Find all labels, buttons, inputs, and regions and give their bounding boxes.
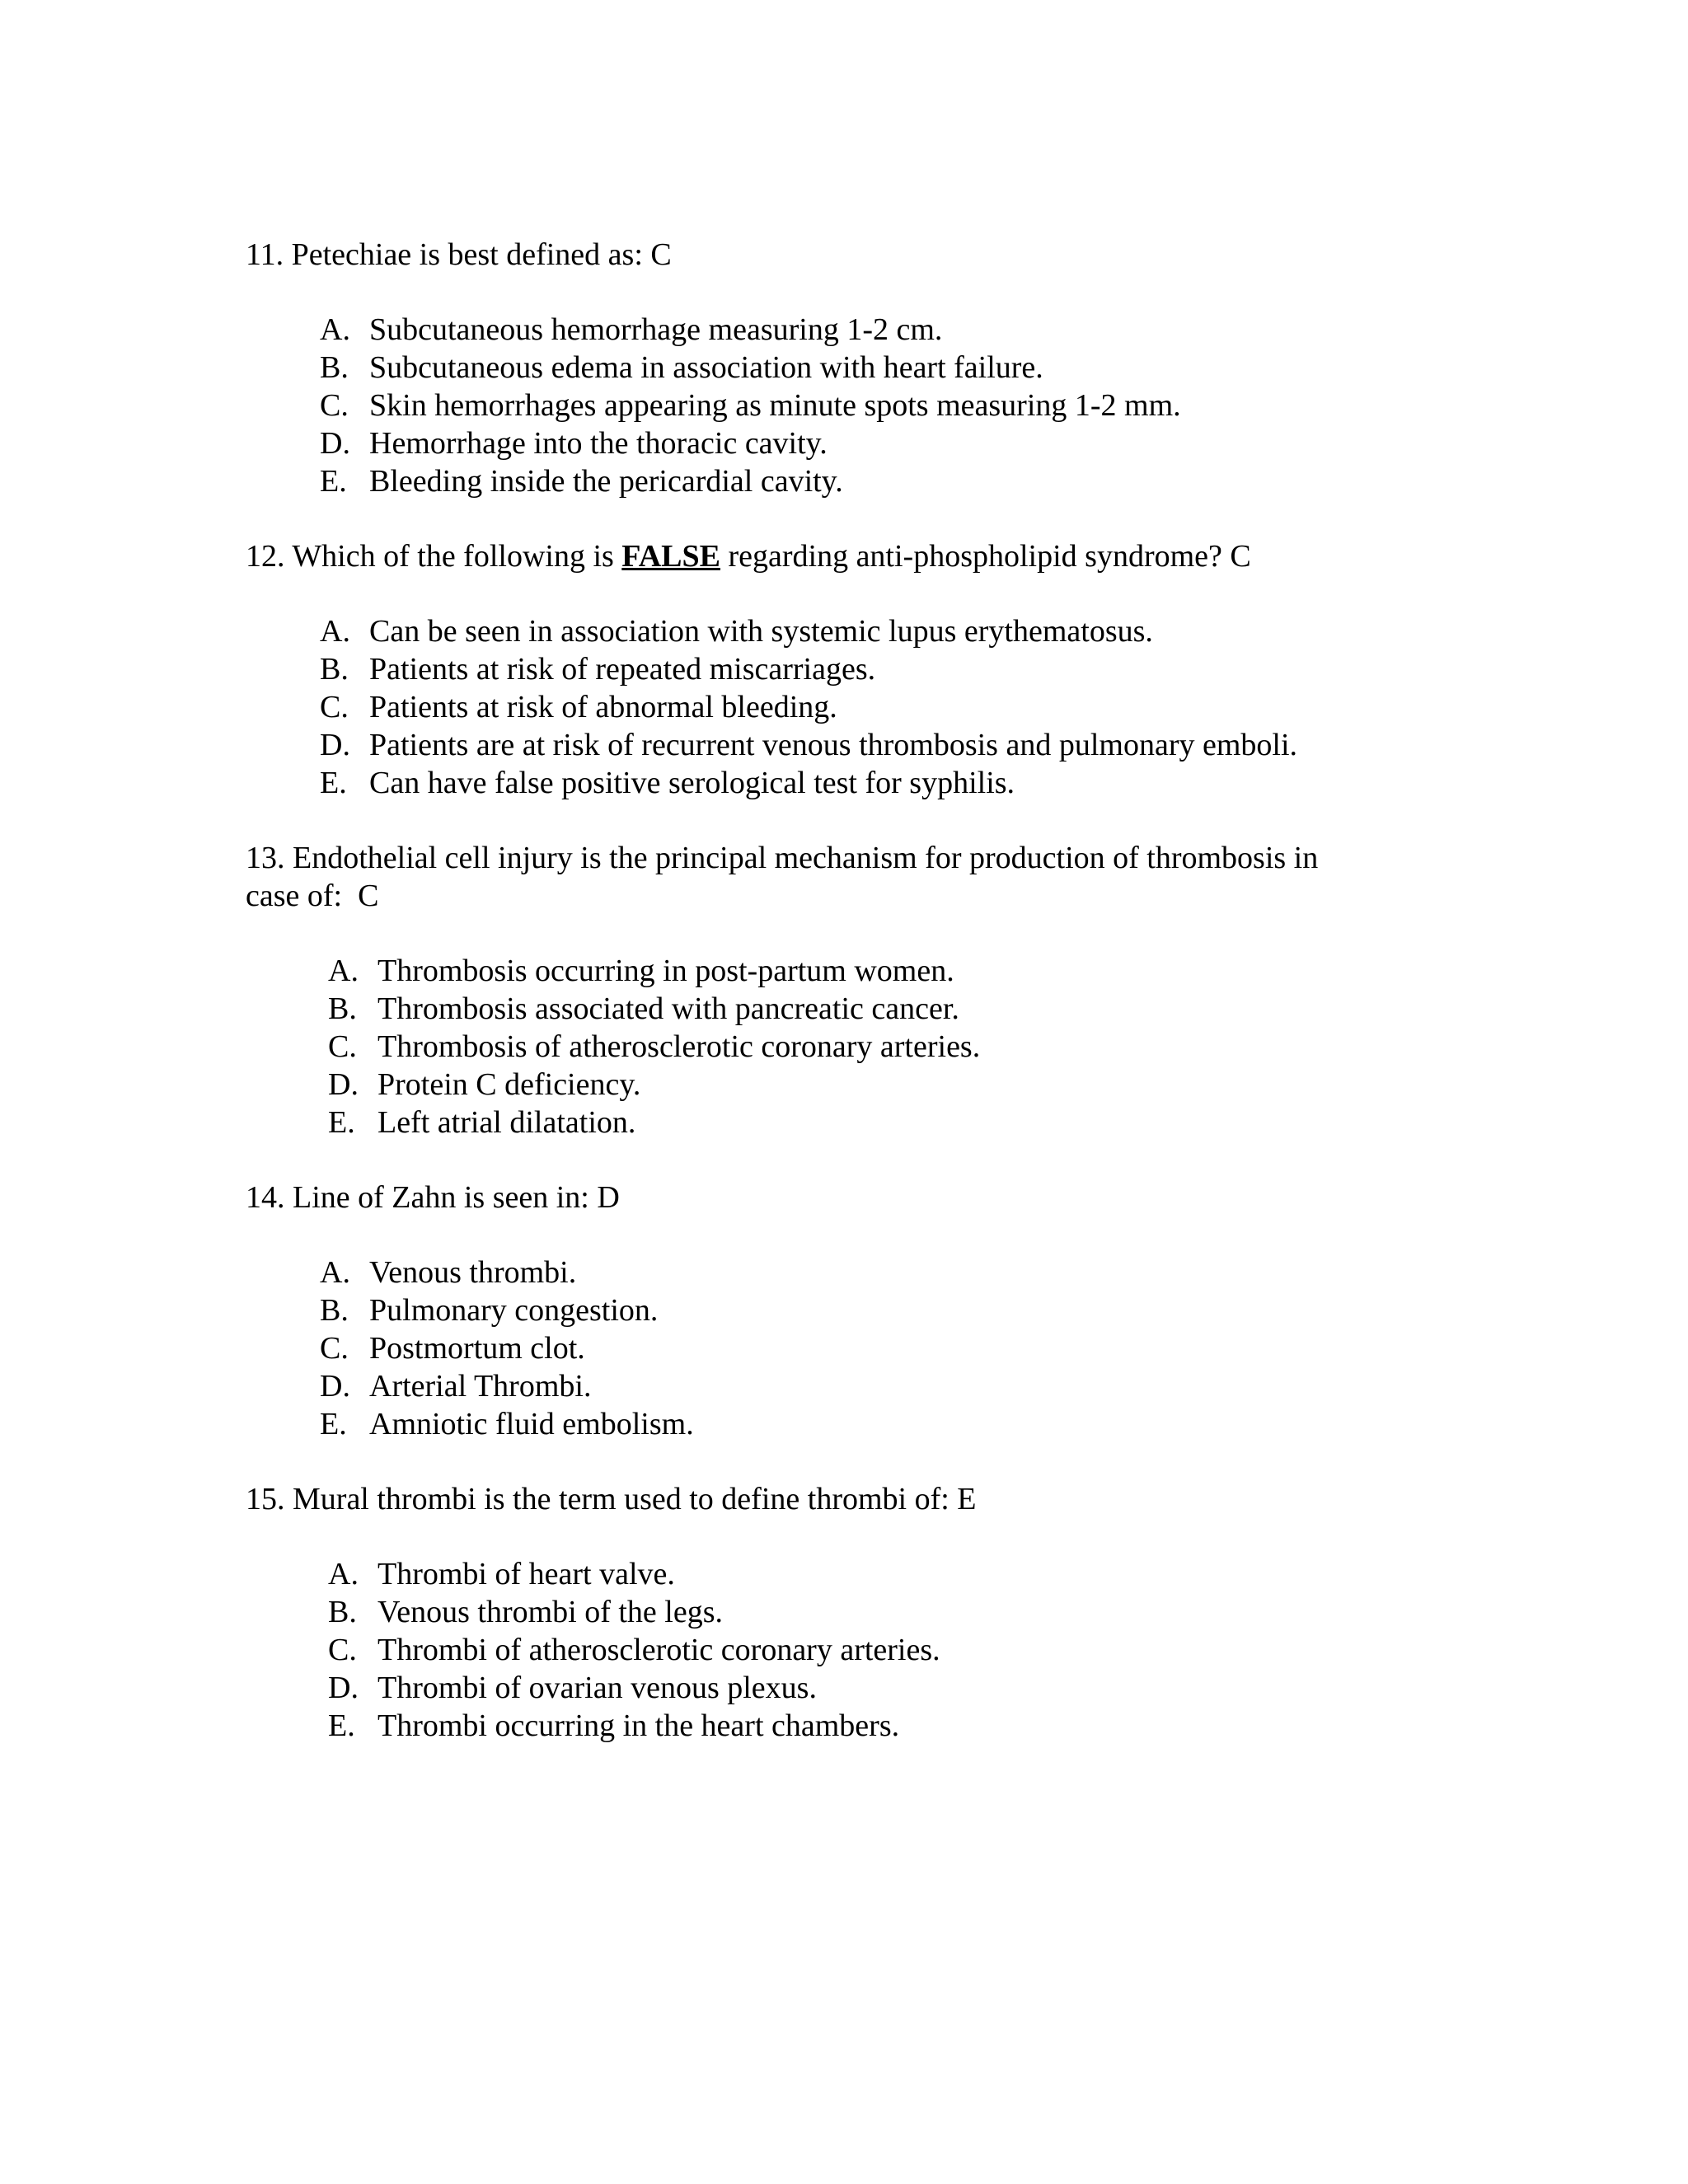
option-b xyxy=(246,1593,1441,1631)
option-e xyxy=(246,764,1441,802)
option-e xyxy=(246,1707,1441,1745)
option-c xyxy=(246,1329,1441,1367)
option-letter: E. xyxy=(320,766,347,800)
option-letter: E. xyxy=(320,464,347,499)
option-text: Thrombosis associated with pancreatic cancer. xyxy=(377,991,959,1026)
question-stem: 14. Line of Zahn is seen in: D xyxy=(246,1180,620,1215)
option-text: Hemorrhage into the thoracic cavity. xyxy=(369,426,828,461)
question-stem: 15. Mural thrombi is the term used to define thrombi of: E xyxy=(246,1482,977,1516)
question-11 xyxy=(246,236,1441,500)
stem-suffix: regarding anti-phospholipid syndrome? C xyxy=(720,539,1251,574)
option-letter: A. xyxy=(320,312,350,347)
option-letter: D. xyxy=(328,1671,359,1705)
option-letter: B. xyxy=(320,1293,349,1328)
stem-prefix: 12. Which of the following is xyxy=(246,539,622,574)
option-list xyxy=(246,311,1441,500)
option-text: Thrombi occurring in the heart chambers. xyxy=(377,1708,900,1743)
option-letter: A. xyxy=(320,614,350,649)
option-letter: E. xyxy=(328,1708,355,1743)
option-c xyxy=(246,387,1441,424)
stem-line-2: case of: C xyxy=(246,879,379,913)
question-12 xyxy=(246,537,1441,802)
option-text: Left atrial dilatation. xyxy=(377,1105,636,1140)
option-letter: D. xyxy=(320,728,350,762)
option-a xyxy=(246,1254,1441,1291)
option-letter: A. xyxy=(320,1255,350,1290)
option-text: Subcutaneous hemorrhage measuring 1-2 cm. xyxy=(369,312,943,347)
option-c xyxy=(246,688,1441,726)
option-text: Postmortum clot. xyxy=(369,1331,585,1366)
option-text: Protein C deficiency. xyxy=(377,1067,641,1102)
option-c xyxy=(246,1631,1441,1669)
option-b xyxy=(246,990,1441,1028)
option-b xyxy=(246,349,1441,387)
option-letter: B. xyxy=(320,652,349,687)
option-b xyxy=(246,650,1441,688)
option-text: Skin hemorrhages appearing as minute spots measuring 1-2 mm. xyxy=(369,388,1181,423)
question-13 xyxy=(246,839,1441,1141)
option-b xyxy=(246,1291,1441,1329)
option-text: Thrombi of heart valve. xyxy=(377,1557,675,1591)
option-d xyxy=(246,726,1441,764)
option-text: Can have false positive serological test for syphilis. xyxy=(369,766,1015,800)
option-text: Patients at risk of abnormal bleeding. xyxy=(369,690,837,724)
option-text: Arterial Thrombi. xyxy=(369,1369,592,1404)
option-letter: D. xyxy=(328,1067,359,1102)
option-text: Patients are at risk of recurrent venous thrombosis and pulmonary emboli. xyxy=(369,728,1298,762)
option-letter: C. xyxy=(320,1331,349,1366)
option-a xyxy=(246,952,1441,990)
option-a xyxy=(246,612,1441,650)
option-letter: E. xyxy=(320,1407,347,1441)
option-text: Pulmonary congestion. xyxy=(369,1293,659,1328)
option-letter: C. xyxy=(328,1633,357,1667)
option-text: Can be seen in association with systemic lupus erythematosus. xyxy=(369,614,1153,649)
option-text: Thrombosis of atherosclerotic coronary arteries. xyxy=(377,1029,981,1064)
option-d xyxy=(246,1669,1441,1707)
option-letter: B. xyxy=(328,1595,357,1629)
option-e xyxy=(246,1405,1441,1443)
option-text: Venous thrombi. xyxy=(369,1255,577,1290)
question-stem xyxy=(246,839,1441,915)
option-letter: B. xyxy=(320,350,349,385)
option-text: Bleeding inside the pericardial cavity. xyxy=(369,464,843,499)
option-d xyxy=(246,1367,1441,1405)
option-d xyxy=(246,424,1441,462)
option-list xyxy=(246,1254,1441,1443)
option-a xyxy=(246,311,1441,349)
option-c xyxy=(246,1028,1441,1066)
option-text: Subcutaneous edema in association with heart failure. xyxy=(369,350,1043,385)
option-text: Thrombi of ovarian venous plexus. xyxy=(377,1671,817,1705)
stem-emphasis: FALSE xyxy=(621,539,720,574)
question-stem: 11. Petechiae is best defined as: C xyxy=(246,237,672,272)
stem-line-1: 13. Endothelial cell injury is the principal mechanism for production of thrombosis in xyxy=(246,841,1319,875)
option-letter: A. xyxy=(328,1557,359,1591)
question-stem xyxy=(246,537,1441,575)
option-list xyxy=(246,952,1441,1141)
option-text: Patients at risk of repeated miscarriages. xyxy=(369,652,876,687)
question-15 xyxy=(246,1480,1441,1745)
option-letter: C. xyxy=(320,690,349,724)
option-list xyxy=(246,1555,1441,1745)
option-letter: D. xyxy=(320,1369,350,1404)
option-text: Venous thrombi of the legs. xyxy=(377,1595,724,1629)
option-text: Thrombosis occurring in post-partum women. xyxy=(377,954,954,988)
option-letter: B. xyxy=(328,991,357,1026)
option-letter: E. xyxy=(328,1105,355,1140)
option-e xyxy=(246,1104,1441,1141)
question-14 xyxy=(246,1179,1441,1443)
option-letter: C. xyxy=(328,1029,357,1064)
option-e xyxy=(246,462,1441,500)
option-letter: A. xyxy=(328,954,359,988)
option-letter: C. xyxy=(320,388,349,423)
option-list xyxy=(246,612,1441,802)
option-a xyxy=(246,1555,1441,1593)
option-text: Thrombi of atherosclerotic coronary arteries. xyxy=(377,1633,940,1667)
option-d xyxy=(246,1066,1441,1104)
option-letter: D. xyxy=(320,426,350,461)
option-text: Amniotic fluid embolism. xyxy=(369,1407,694,1441)
